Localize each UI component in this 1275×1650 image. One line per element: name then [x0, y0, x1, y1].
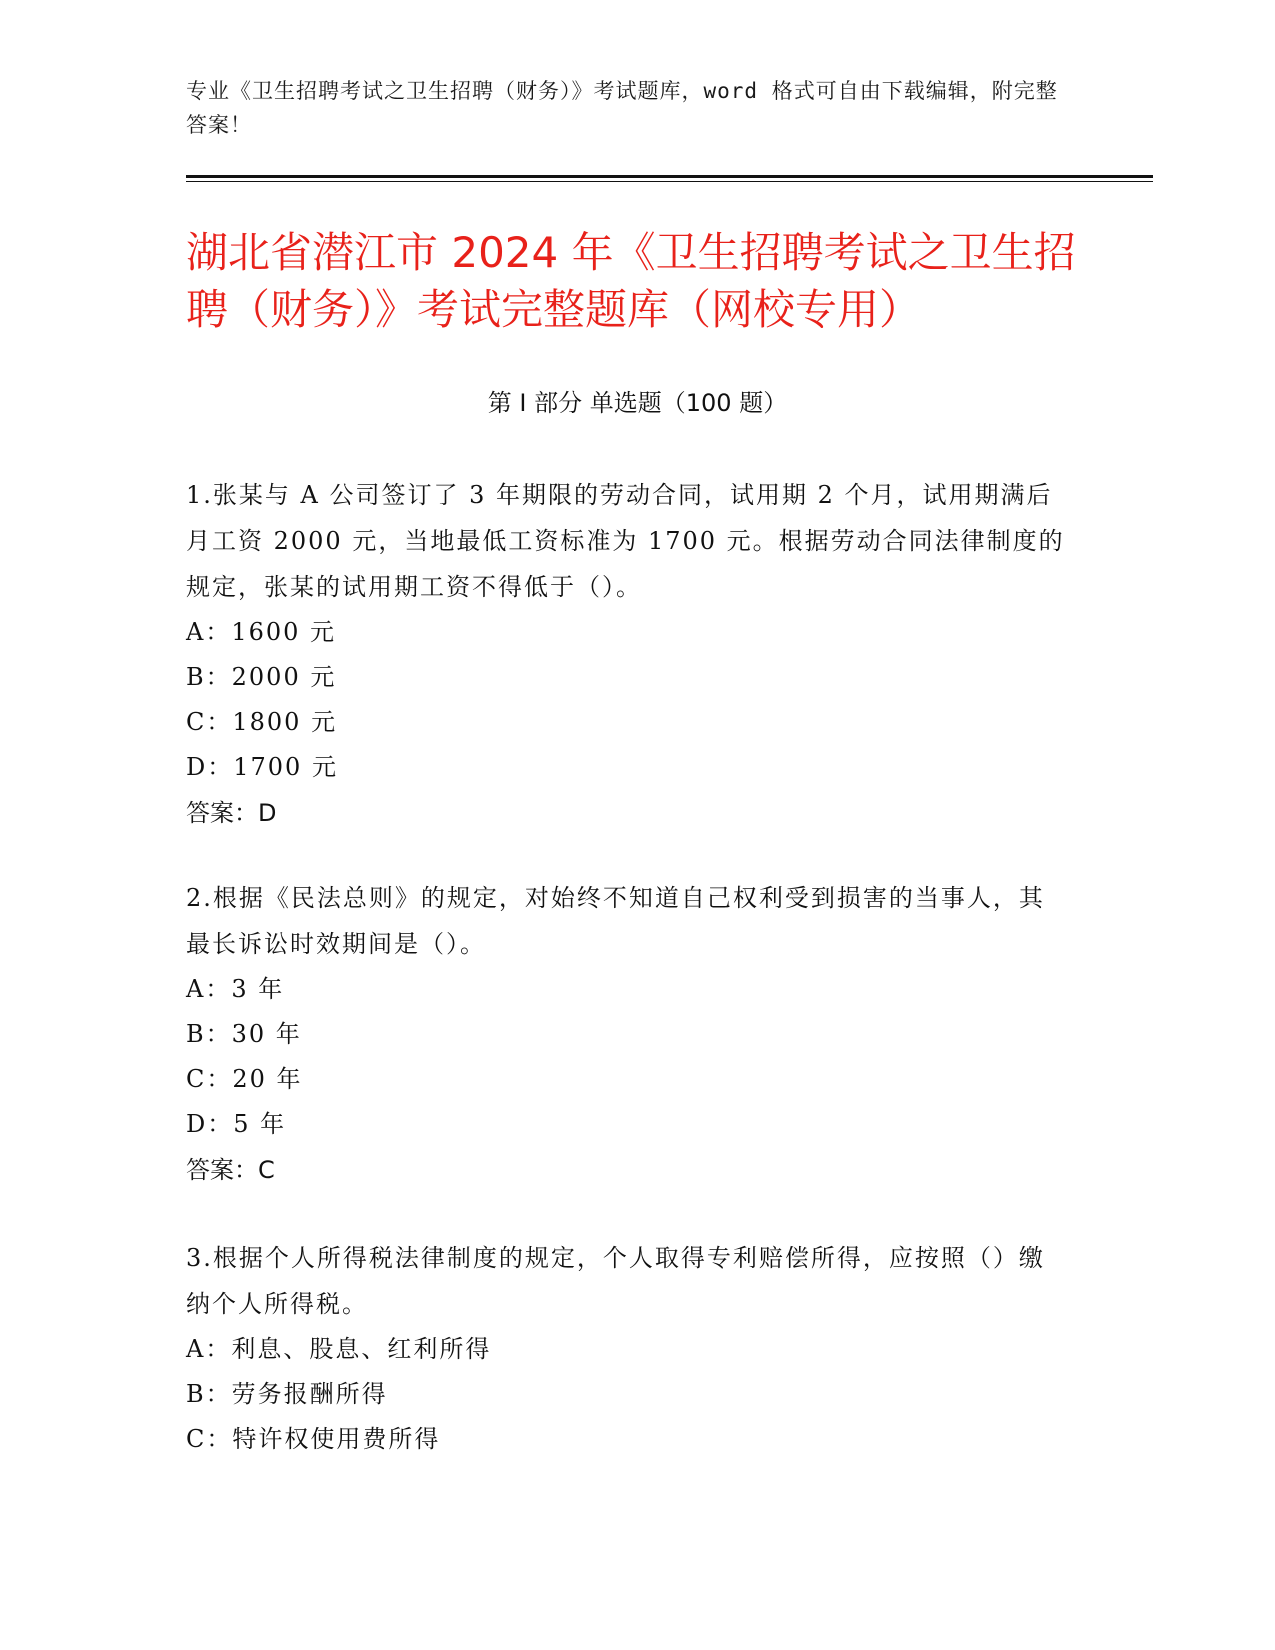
- question-3: [186, 1235, 1066, 1462]
- header-note: 专业《卫生招聘考试之卫生招聘（财务）》考试题库，word 格式可自由下载编辑，附完整答案！: [186, 79, 1058, 137]
- option-a: A：1600 元: [186, 618, 337, 646]
- document-title: 湖北省潜江市 2024 年《卫生招聘考试之卫生招聘（财务）》考试完整题库（网校专用）: [186, 228, 1076, 334]
- option-c: C：1800 元: [186, 708, 338, 736]
- section-heading: 第 I 部分 单选题（100 题）: [487, 389, 788, 417]
- option-b: B：劳务报酬所得: [186, 1380, 388, 1408]
- answer-line: 答案：D: [186, 799, 277, 827]
- option-d: D：5 年: [186, 1110, 287, 1138]
- answer-line: 答案：C: [186, 1156, 275, 1184]
- question-2: [186, 875, 1066, 1193]
- header-divider-thick: [186, 175, 1153, 178]
- question-1: [186, 472, 1066, 836]
- option-a: A：3 年: [186, 975, 285, 1003]
- option-c: C：特许权使用费所得: [186, 1425, 441, 1453]
- header-divider-thin: [186, 181, 1153, 182]
- option-c: C：20 年: [186, 1065, 303, 1093]
- question-stem: 2.根据《民法总则》的规定，对始终不知道自己权利受到损害的当事人，其最长诉讼时效期间是（）。: [186, 884, 1045, 958]
- option-b: B：30 年: [186, 1020, 302, 1048]
- question-stem: 3.根据个人所得税法律制度的规定，个人取得专利赔偿所得，应按照（）缴纳个人所得税。: [186, 1244, 1045, 1318]
- option-a: A：利息、股息、红利所得: [186, 1335, 492, 1363]
- option-b: B：2000 元: [186, 663, 337, 691]
- option-d: D：1700 元: [186, 753, 338, 781]
- question-stem: 1.张某与 A 公司签订了 3 年期限的劳动合同，试用期 2 个月，试用期满后月工资 2000 元，当地最低工资标准为 1700 元。根据劳动合同法律制度的规定，张某的试用期工资不得低于（）。: [186, 481, 1065, 601]
